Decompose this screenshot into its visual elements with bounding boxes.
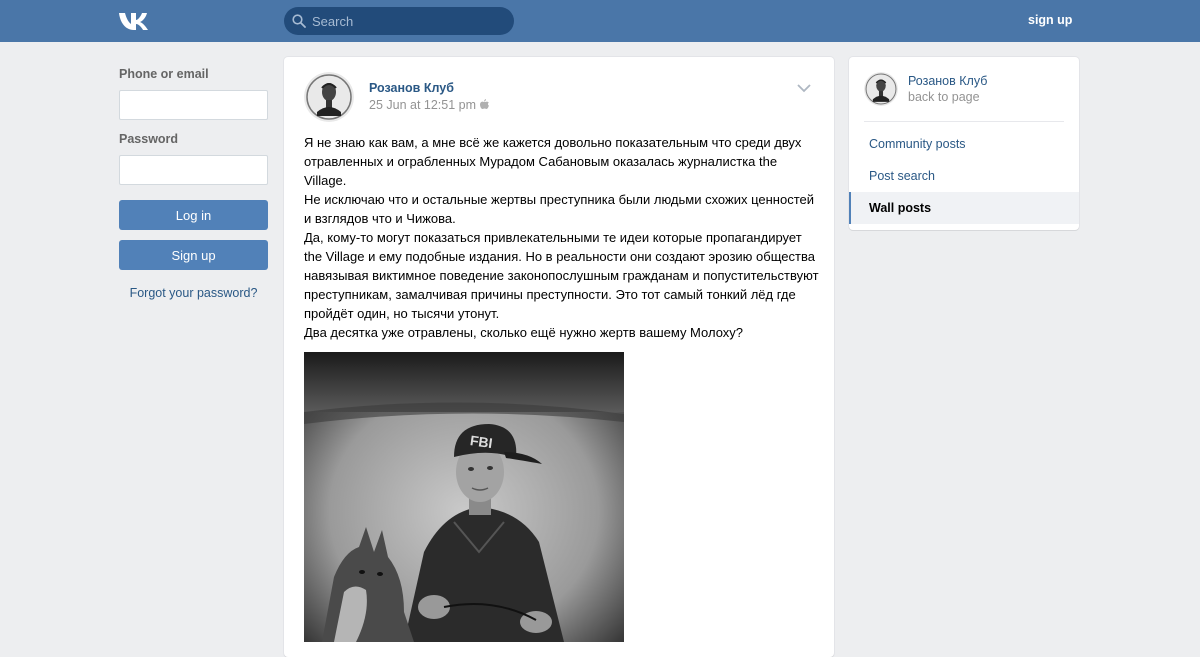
phone-email-field[interactable]: [119, 90, 268, 120]
apple-icon: [480, 99, 489, 110]
community-name-link[interactable]: Розанов Клуб: [908, 74, 988, 88]
post-author-link[interactable]: Розанов Клуб: [369, 81, 454, 95]
post-paragraph: Я не знаю как вам, а мне всё же кажется довольно показательным что среди двух отравленных и ограбленных Мурадом Сабановым оказалась журналистка the Village.: [304, 135, 802, 188]
post-paragraph: Да, кому-то могут показаться привлекательными те идеи которые пропагандирует the Village и ему подобные издания. Но в реальности они создают эрозию общества навязывая виктимное поведение законопослушным гражданам и попустительствуют преступникам, замалчивая причины преступности. Это тот самый тонкий лёд где пройдёт один, но тысячи утонут.: [304, 230, 819, 321]
back-to-page-link[interactable]: back to page: [908, 90, 980, 104]
login-button[interactable]: Log in: [119, 200, 268, 230]
post-text: [304, 133, 819, 342]
post-photo[interactable]: [304, 352, 624, 642]
signup-button[interactable]: Sign up: [119, 240, 268, 270]
sidebar-divider: [864, 121, 1064, 122]
password-field[interactable]: [119, 155, 268, 185]
search-box[interactable]: [284, 7, 514, 35]
search-input[interactable]: [312, 7, 508, 35]
wall-post: [284, 57, 834, 657]
community-sidebar: [849, 57, 1079, 230]
sidebar-item-wall-posts[interactable]: Wall posts: [849, 192, 1079, 224]
header-signup-link[interactable]: sign up: [1028, 13, 1073, 27]
sidebar-item-post-search[interactable]: Post search: [869, 169, 936, 183]
password-label: Password: [119, 132, 179, 146]
top-header: [0, 0, 1200, 42]
forgot-password-link[interactable]: Forgot your password?: [129, 286, 258, 300]
search-icon: [292, 14, 306, 28]
phone-email-label: Phone or email: [119, 67, 209, 81]
author-avatar[interactable]: [304, 72, 354, 122]
photo-cap-text: FBI: [469, 432, 494, 452]
chevron-down-icon[interactable]: [796, 83, 812, 93]
post-date-text[interactable]: 25 Jun at 12:51 pm: [369, 98, 477, 112]
post-paragraph: Не исключаю что и остальные жертвы преступника были людьми схожих ценностей и взглядов что и Чижова.: [304, 192, 815, 226]
sidebar-item-community-posts[interactable]: Community posts: [869, 137, 966, 151]
post-date: [369, 98, 489, 112]
post-paragraph: Два десятка уже отравлены, сколько ещё нужно жертв вашему Молоху?: [304, 325, 744, 340]
vk-logo-icon[interactable]: [118, 10, 154, 32]
community-avatar[interactable]: [864, 72, 898, 106]
